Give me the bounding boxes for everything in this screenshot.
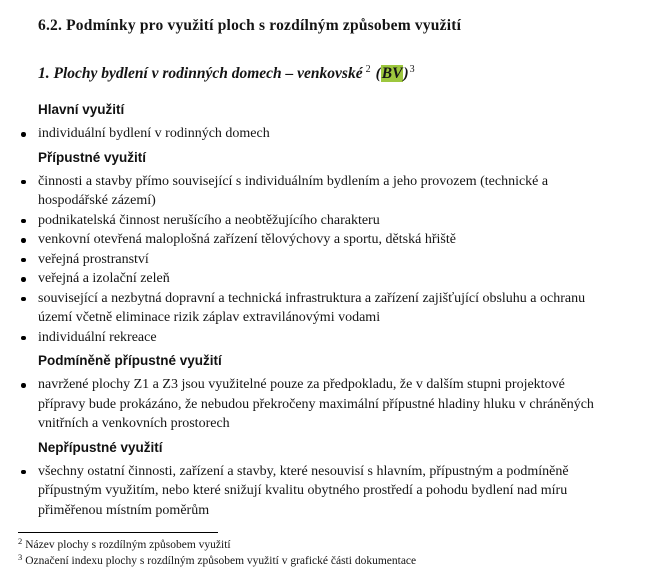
section-heading: Nepřípustné využití <box>38 439 163 455</box>
footnote-text: Název plochy s rozdílným způsobem využití <box>25 539 231 551</box>
footnote-number: 3 <box>18 551 23 562</box>
close-paren: ) <box>403 65 409 82</box>
section-heading: Podmíněně přípustné využití <box>38 353 222 368</box>
footnotes-list <box>18 538 616 569</box>
bullet-item: veřejná prostranství <box>38 250 614 270</box>
footnote <box>18 551 616 570</box>
footnotes-area <box>18 532 616 569</box>
bullet-item: činnosti a stavby přímo související s individuálním bydlením a jeho provozem (technické a hospodářské zázemí) <box>38 172 614 211</box>
section-heading: Hlavní využití <box>38 102 125 117</box>
sections-container <box>38 102 614 520</box>
bullet-item: podnikatelská činnost nerušícího a neobtěžujícího charakteru <box>38 211 614 231</box>
section-heading: Přípustné využití <box>38 149 147 165</box>
bullet-item: venkovní otevřená maloplošná zařízení tělovýchovy a sportu, dětská hřiště <box>38 230 614 250</box>
bullet-item: individuální bydlení v rodinných domech <box>38 124 614 144</box>
open-paren: ( <box>375 65 381 82</box>
footnote-number: 2 <box>18 536 23 546</box>
subtitle-text: 1. Plochy bydlení v rodinných domech – venkovské <box>38 65 363 82</box>
subtitle <box>38 64 614 86</box>
area-code-group <box>376 65 409 82</box>
bullet-item: navržené plochy Z1 a Z3 jsou využitelné pouze za předpokladu, že v dalším stupni projektové přípravy bude prokázáno, že nebudou překročeny maximální přípustné hladiny hluku v chráněných vnitřních a venkovních prostorech <box>38 375 614 434</box>
bullet-list <box>38 124 614 144</box>
page-title: 6.2. Podmínky pro využití ploch s rozdílným způsobem využití <box>38 17 462 34</box>
subtitle-footnote-ref-2: 2 <box>365 64 371 75</box>
bullet-list <box>38 375 614 434</box>
bullet-item: související a nezbytná dopravní a technická infrastruktura a zařízení zajišťující obsluhu a ochranu území včetně eliminace rizik záplav extravilánovými vodami <box>38 289 614 328</box>
bullet-item: všechny ostatní činnosti, zařízení a stavby, které nesouvisí s hlavním, přípustným a podmíněně přípustným využitím, nebo které snižují kvalitu obytného prostředí a pohodu bydlení nad míru přiměřenou místním poměrům <box>38 462 614 521</box>
footnote-divider <box>18 532 218 533</box>
footnote-text: Označení indexu plochy s rozdílným způsobem využití v grafické části dokumentace <box>25 554 417 567</box>
bullet-item: veřejná a izolační zeleň <box>38 269 614 289</box>
bullet-list <box>38 462 614 521</box>
subtitle-footnote-ref-3: 3 <box>409 64 415 75</box>
bullet-item: individuální rekreace <box>38 328 614 348</box>
area-code-highlight: BV <box>381 65 403 82</box>
footnote <box>18 538 616 554</box>
bullet-list <box>38 172 614 348</box>
